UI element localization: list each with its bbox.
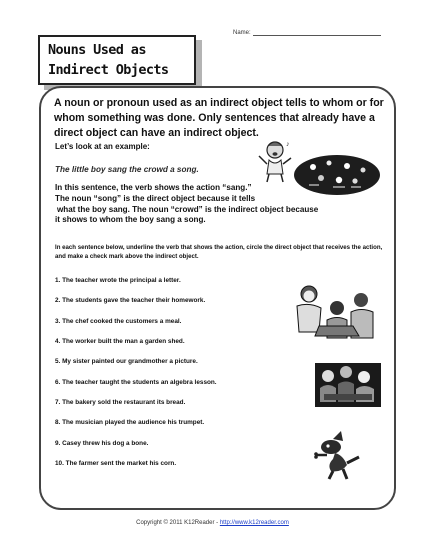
- crowd-clipart: [293, 153, 381, 195]
- sentence-5[interactable]: 5. My sister painted our grandmother a picture.: [55, 358, 198, 365]
- sentence-2[interactable]: 2. The students gave the teacher their homework.: [55, 297, 206, 304]
- title-line-2: Indirect Objects: [48, 62, 169, 78]
- dog-clipart: [313, 425, 365, 481]
- sentence-1[interactable]: 1. The teacher wrote the principal a letter.: [55, 277, 181, 284]
- footer-copyright: Copyright © 2011 K12Reader -: [136, 520, 220, 526]
- intro-paragraph: A noun or pronoun used as an indirect object tells to whom or for whom something was done. Only sentences that already have a direct object can have an indirect object.: [54, 97, 384, 139]
- sentence-8[interactable]: 8. The musician played the audience his trumpet.: [55, 419, 205, 426]
- name-line[interactable]: [253, 29, 381, 36]
- explanation-line-1: In this sentence, the verb shows the action “sang.”: [55, 183, 252, 192]
- singing-boy-clipart: [255, 138, 295, 184]
- svg-text:♪: ♪: [286, 141, 290, 148]
- sentence-7[interactable]: 7. The bakery sold the restaurant its bread.: [55, 399, 186, 406]
- sentence-4[interactable]: 4. The worker built the man a garden shed.: [55, 338, 185, 345]
- explanation-line-4: it shows to whom the boy sang a song.: [55, 215, 206, 225]
- footer: [0, 520, 425, 526]
- sentence-9[interactable]: 9. Casey threw his dog a bone.: [55, 440, 149, 447]
- sentence-3[interactable]: 3. The chef cooked the customers a meal.: [55, 318, 182, 325]
- restaurant-clipart: [314, 362, 382, 408]
- example-heading: Let’s look at an example:: [55, 142, 150, 151]
- instructions: In each sentence below, underline the verb that shows the action, circle the direct object that receives the action, and make a check mark above the indirect object.: [55, 244, 383, 260]
- classroom-clipart: [289, 282, 381, 342]
- explanation-line-2: The noun “song” is the direct object because it tells: [55, 193, 256, 203]
- sentence-10[interactable]: 10. The farmer sent the market his corn.: [55, 460, 177, 467]
- example-sentence: The little boy sang the crowd a song.: [55, 165, 199, 174]
- footer-link[interactable]: http://www.k12reader.com: [219, 520, 289, 526]
- title-line-1: Nouns Used as: [48, 42, 146, 58]
- name-label: Name:: [233, 30, 251, 36]
- sentence-6[interactable]: 6. The teacher taught the students an algebra lesson.: [55, 379, 217, 386]
- explanation-line-3: what the boy sang. The noun “crowd” is the indirect object because: [57, 204, 319, 214]
- title-box: [38, 35, 196, 85]
- name-field[interactable]: [233, 29, 381, 36]
